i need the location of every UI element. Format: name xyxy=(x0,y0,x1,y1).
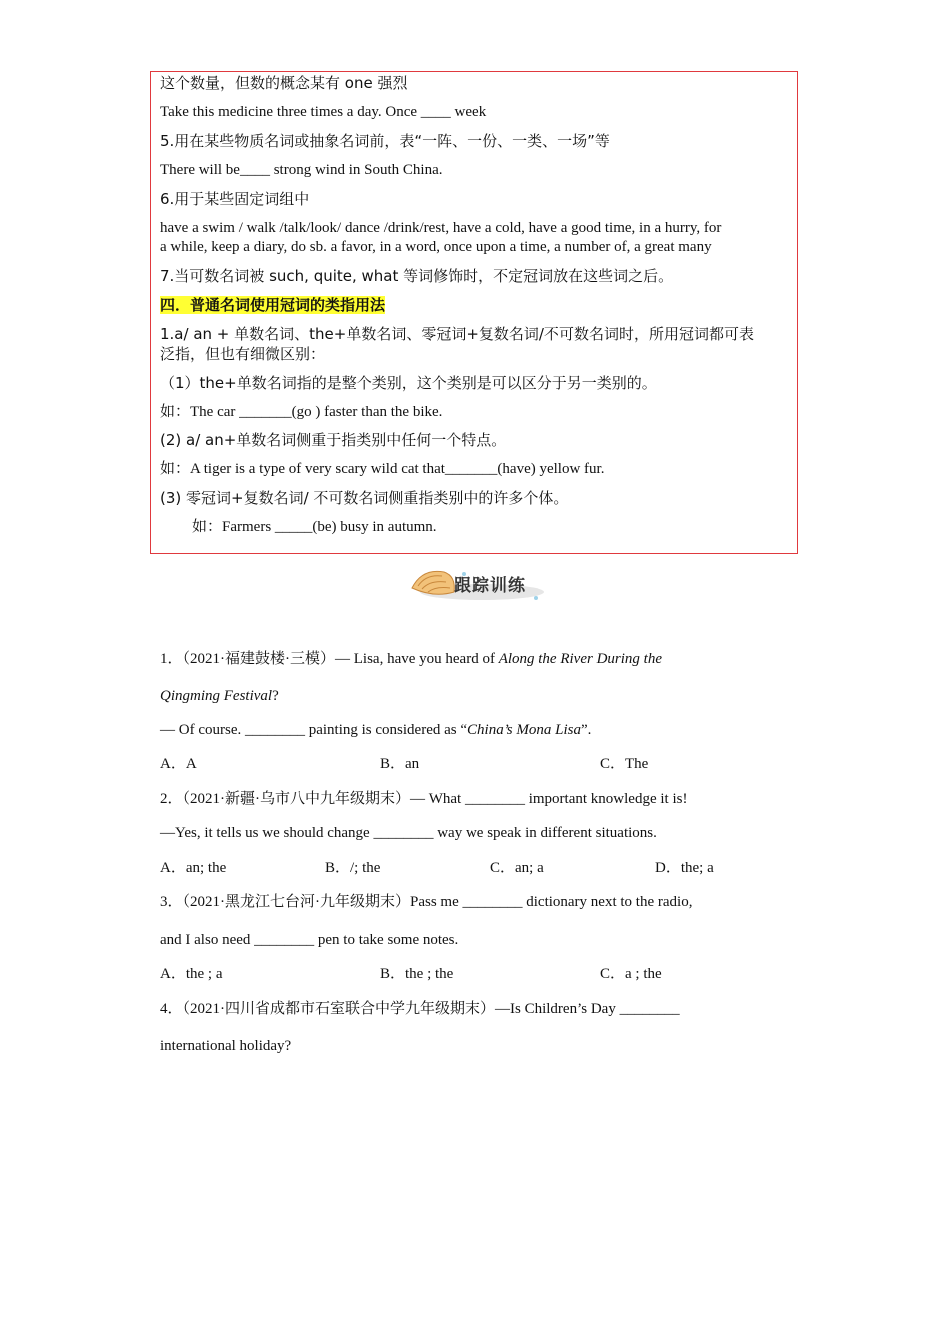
option-c[interactable]: C．The xyxy=(600,756,649,772)
question-4-line2: international holiday? xyxy=(160,1038,292,1054)
question-1-cont xyxy=(160,686,279,706)
question-4: 4．（2021·四川省成都市石室联合中学九年级期末）—Is Children’s Day ________ xyxy=(160,1001,680,1017)
punctuation: ”. xyxy=(580,722,592,738)
punctuation: ? xyxy=(272,688,279,704)
question-2-line2: —Yes, it tells us we should change ________ way we speak in different situations. xyxy=(160,825,657,841)
italic-title: Along the River During the xyxy=(498,651,662,667)
option-b[interactable]: B．the ; the xyxy=(380,966,454,982)
italic-title: China’s Mona Lisa xyxy=(467,722,581,738)
question-stem: 1．（2021·福建鼓楼·三模）— Lisa, have you heard of xyxy=(160,651,499,667)
question-3: 3．（2021·黑龙江七台河·九年级期末）Pass me ________ dictionary next to the radio, xyxy=(160,894,693,910)
note-line: have a swim / walk /talk/look/ dance /drink/rest, have a cold, have a good time, in a hurry, for xyxy=(160,220,722,236)
note-line: 这个数量，但数的概念某有 one 强烈 xyxy=(160,74,408,92)
note-line: There will be____ strong wind in South China. xyxy=(160,162,443,178)
question-1-line2 xyxy=(160,720,591,740)
option-b[interactable]: B．/; the xyxy=(325,860,381,876)
note-line: (3) 零冠词+复数名词/ 不可数名词侧重指类别中的许多个体。 xyxy=(160,489,569,507)
example-line: 如：The car _______(go ) faster than the bike. xyxy=(160,404,443,420)
italic-title: Qingming Festival xyxy=(160,688,273,704)
note-line: Take this medicine three times a day. Once ____ week xyxy=(160,104,487,120)
note-line: a while, keep a diary, do sb. a favor, in a word, once upon a time, a number of, a great many xyxy=(160,239,712,255)
question-text: — Of course. ________ painting is considered as “ xyxy=(160,722,468,738)
option-c[interactable]: C．a ; the xyxy=(600,966,662,982)
note-line: 泛指，但也有细微区别： xyxy=(160,345,326,363)
question-1 xyxy=(160,649,662,669)
question-3-line2: and I also need ________ pen to take some notes. xyxy=(160,932,459,948)
note-line: 5.用在某些物质名词或抽象名词前，表“一阵、一份、一类、一场”等 xyxy=(160,132,610,150)
option-a[interactable]: A．the ; a xyxy=(160,966,223,982)
note-line: （1）the+单数名词指的是整个类别，这个类别是可以区分于另一类别的。 xyxy=(160,374,657,392)
option-c[interactable]: C．an; a xyxy=(490,860,544,876)
note-line: (2) a/ an+单数名词侧重于指类别中任何一个特点。 xyxy=(160,431,507,449)
option-a[interactable]: A．A xyxy=(160,756,197,772)
note-line: 1.a/ an + 单数名词、the+单数名词、零冠词+复数名词/不可数名词时，所用冠词都可表 xyxy=(160,325,754,343)
section-banner xyxy=(404,562,546,606)
option-b[interactable]: B．an xyxy=(380,756,420,772)
banner-title: 跟踪训练 xyxy=(454,576,526,596)
option-a[interactable]: A．an; the xyxy=(160,860,227,876)
option-d[interactable]: D．the; a xyxy=(655,860,714,876)
section-heading xyxy=(160,295,385,316)
question-2: 2．（2021·新疆·乌市八中九年级期末）— What ________ important knowledge it is! xyxy=(160,791,688,807)
example-line: 如：A tiger is a type of very scary wild cat that_______(have) yellow fur. xyxy=(160,461,605,477)
example-line: 如：Farmers _____(be) busy in autumn. xyxy=(192,519,437,535)
highlighted-heading: 四．普通名词使用冠词的类指用法 xyxy=(160,296,386,314)
note-line: 7.当可数名词被 such, quite, what 等词修饰时，不定冠词放在这些词之后。 xyxy=(160,267,674,285)
note-line: 6.用于某些固定词组中 xyxy=(160,190,310,208)
